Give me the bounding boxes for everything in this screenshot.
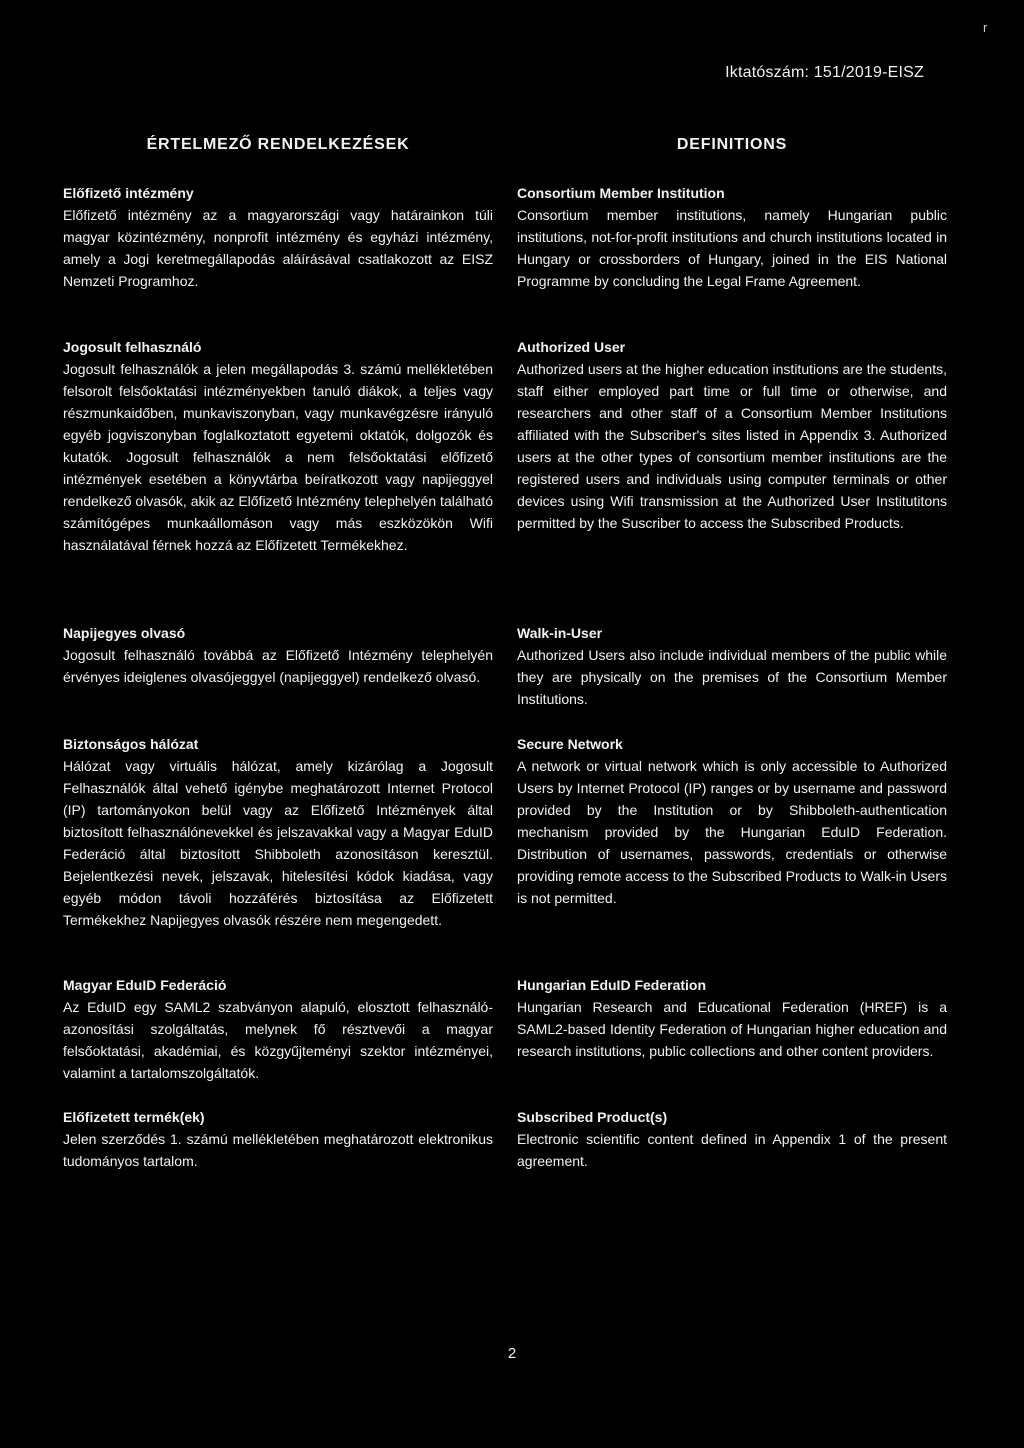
corner-mark: r	[983, 20, 988, 35]
term-title: Subscribed Product(s)	[517, 1109, 668, 1125]
definition-walk-in-user-hu	[63, 622, 493, 688]
definition-walk-in-user-en	[517, 622, 947, 710]
definition-subscribed-products-hu	[63, 1106, 493, 1172]
definition-eduid-federation-hu	[63, 974, 493, 1084]
term-definition: Hálózat vagy virtuális hálózat, amely kizárólag a Jogosult Felhasználók által vehető igénybe meghatározott Internet Protocol (IP) tartományokon belül vagy az Előfizető Intézmények által biztosított felhasználónevekkel és jelszavakkal vagy a Magyar EduID Federáció által biztosított Shibboleth azonosításon keresztül. Bejelentkezési nevek, jelszavak, hitelesítési kódok kiadása, vagy egyéb módon távoli hozzáférés biztosítása az Előfizetett Termékekhez Napijegyes olvasók részére nem megengedett.	[63, 758, 493, 928]
definition-authorized-user-en	[517, 336, 947, 534]
hungarian-column-title: ÉRTELMEZŐ RENDELKEZÉSEK	[146, 136, 410, 153]
page-number: 2	[507, 1345, 517, 1362]
definition-secure-network-hu	[63, 733, 493, 931]
definition-secure-network-en	[517, 733, 947, 909]
term-title: Előfizetett termék(ek)	[63, 1109, 205, 1125]
term-title: Secure Network	[517, 736, 623, 752]
definition-eduid-federation-en	[517, 974, 947, 1062]
term-definition: Authorized Users also include individual members of the public while they are physically on the premises of the Consortium Member Institutions.	[517, 647, 947, 707]
term-definition: Jogosult felhasználók a jelen megállapodás 3. számú mellékletében felsorolt felsőoktatási intézményekben tanuló diákok, a teljes vagy részmunkaidőben, munkaviszonyban, vagy munkavégzésre irányuló egyéb jogviszonyban foglalkoztatott egyetemi oktatók, dolgozók és kutatók. Jogosult felhasználók a nem felsőoktatási előfizető intézmények esetében a könyvtárba beíratkozott vagy napijeggyel rendelkező olvasók, akik az Előfizető Intézmény telephelyén található számítógépes munkaállomáson vagy más eszközökön Wifi használatával férnek hozzá az Előfizetett Termékekhez.	[63, 361, 493, 553]
registration-number: Iktatószám: 151/2019-EISZ	[725, 64, 924, 81]
definition-subscribed-products-en	[517, 1106, 947, 1172]
term-definition: Authorized users at the higher education institutions are the students, staff either employed part time or full time or otherwise, and researchers and other staff of a Consortium Member Institutions affiliated with the Subscriber's sites listed in Appendix 3. Authorized users at the other types of consortium member institutions are the registered users and individuals using computer terminals or other devices using Wifi transmission at the Authorized User Institutitons permitted by the Suscriber to access the Subscribed Products.	[517, 361, 947, 531]
definition-subscriber-institution-hu	[63, 182, 493, 292]
term-title: Napijegyes olvasó	[63, 625, 186, 641]
term-definition: Előfizető intézmény az a magyarországi vagy határainkon túli magyar közintézmény, nonprofit intézmény és egyházi intézmény, amely a Jogi keretmegállapodás aláírásával csatlakozott az EISZ Nemzeti Programhoz.	[63, 207, 493, 289]
term-definition: Jogosult felhasználó továbbá az Előfizető Intézmény telephelyén érvényes ideiglenes olvasójeggyel (napijeggyel) rendelkező olvasó.	[63, 647, 493, 685]
term-definition: Hungarian Research and Educational Federation (HREF) is a SAML2-based Identity Federation of Hungarian higher education and research institutions, public collections and other content providers.	[517, 999, 947, 1059]
term-title: Előfizető intézmény	[63, 185, 194, 201]
term-title: Biztonságos hálózat	[63, 736, 199, 752]
term-definition: Consortium member institutions, namely Hungarian public institutions, not-for-profit institutions and church institutions located in Hungary or crossborders of Hungary, joined in the EIS National Programme by concluding the Legal Frame Agreement.	[517, 207, 947, 289]
term-title: Walk-in-User	[517, 625, 603, 641]
term-title: Consortium Member Institution	[517, 185, 725, 201]
term-definition: Electronic scientific content defined in Appendix 1 of the present agreement.	[517, 1131, 947, 1169]
english-column-title: DEFINITIONS	[676, 136, 788, 153]
definition-authorized-user-hu	[63, 336, 493, 556]
term-definition: A network or virtual network which is only accessible to Authorized Users by Internet Protocol (IP) ranges or by username and password provided by the Institution or by Shibboleth-authentication mechanism provided by the Hungarian EduID Federation. Distribution of usernames, passwords, credentials or otherwise providing remote access to the Subscribed Products to Walk-in Users is not permitted.	[517, 758, 947, 906]
term-definition: Jelen szerződés 1. számú mellékletében meghatározott elektronikus tudományos tartalom.	[63, 1131, 493, 1169]
term-title: Authorized User	[517, 339, 626, 355]
term-title: Jogosult felhasználó	[63, 339, 202, 355]
term-title: Hungarian EduID Federation	[517, 977, 707, 993]
term-title: Magyar EduID Federáció	[63, 977, 227, 993]
term-definition: Az EduID egy SAML2 szabványon alapuló, elosztott felhasználó-azonosítási szolgáltatás, melynek fő résztvevői a magyar felsőoktatási, akadémiai, és közgyűjteményi szektor intézményei, valamint a tartalomszolgáltatók.	[63, 999, 493, 1081]
definition-member-institution-en	[517, 182, 947, 292]
